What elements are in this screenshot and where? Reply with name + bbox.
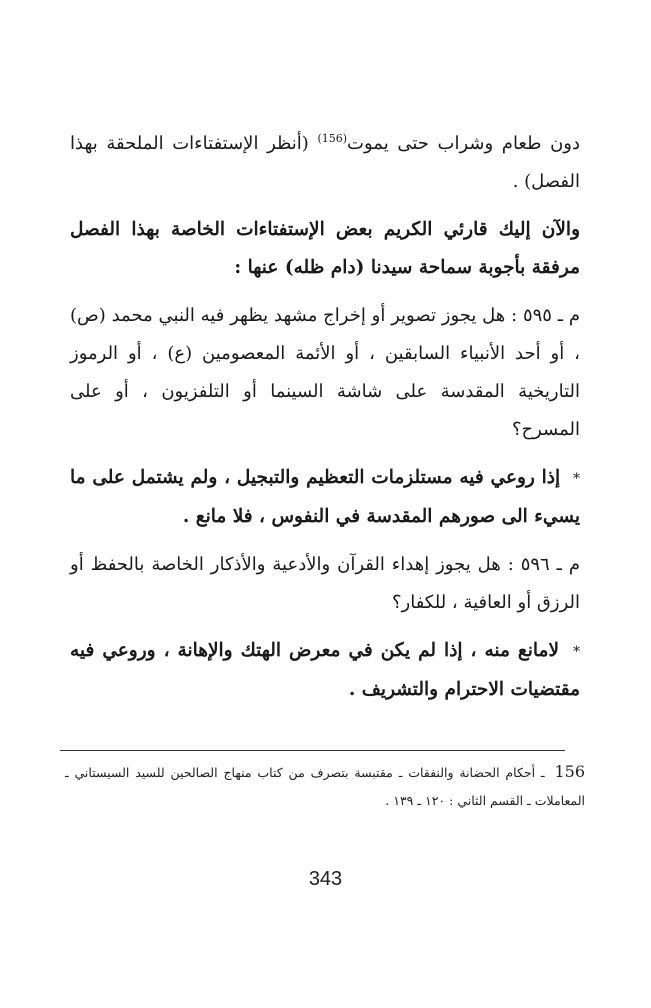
question-paragraph — [70, 297, 580, 449]
intro-paragraph — [70, 125, 580, 201]
answer-paragraph — [70, 632, 580, 709]
footnote-reference[interactable]: (156) — [317, 132, 348, 145]
answer-text: لامانع منه ، إذا لم يكن في معرض الهتك والإهانة ، وروعي فيه مقتضيات الاحترام والتشريف . — [70, 640, 580, 700]
question-entry — [70, 297, 580, 536]
answer-text: إذا روعي فيه مستلزمات التعظيم والتبجيل ، ولم يشتمل على ما يسيء الى صورهم المقدسة في النفوس ، فلا مانع . — [70, 467, 580, 527]
question-paragraph — [70, 546, 580, 622]
footnote-text: ـ أحكام الحضانة والنفقات ـ مقتبسة بتصرف من كتاب منهاج الصالحين للسيد السيستاني ـ المعاملات ـ القسم الثاني : ١٢٠ ـ ١٣٩ . — [65, 765, 585, 808]
footnote-number: 156 — [554, 762, 585, 781]
question-text: هل يجوز إهداء القرآن والأدعية والأذكار الخاصة بالحفظ أو الرزق أو العافية ، للكفار؟ — [70, 554, 580, 613]
answer-star-icon: * — [573, 471, 580, 487]
question-entry — [70, 546, 580, 709]
footnote — [65, 758, 585, 815]
question-text: هل يجوز تصوير أو إخراج مشهد يظهر فيه النبي محمد (ص) ، أو أحد الأنبياء السابقين ، أو الأئمة المعصومين (ع) ، أو الرموز التاريخية المقدسة على شاشة السينما أو التلفزيون ، أو على المسرح؟ — [70, 305, 580, 440]
page-body — [70, 125, 580, 719]
intro-text-end: (أنظر الإستفتاءات الملحقة بهذا الفصل) . — [70, 133, 580, 192]
answer-paragraph — [70, 459, 580, 536]
question-label: م ـ ٥٩٥ : — [511, 305, 580, 326]
footnote-divider — [60, 750, 565, 751]
intro-text-start: دون طعام وشراب حتى يموت — [347, 133, 580, 154]
lead-in-paragraph: والآن إليك قارئي الكريم بعض الإستفتاءات الخاصة بهذا الفصل مرفقة بأجوبة سماحة سيدنا (دام ظله) عنها : — [70, 219, 580, 278]
page-number: 343 — [308, 868, 343, 890]
answer-star-icon: * — [572, 644, 580, 660]
question-label: م ـ ٥٩٦ : — [507, 554, 580, 575]
